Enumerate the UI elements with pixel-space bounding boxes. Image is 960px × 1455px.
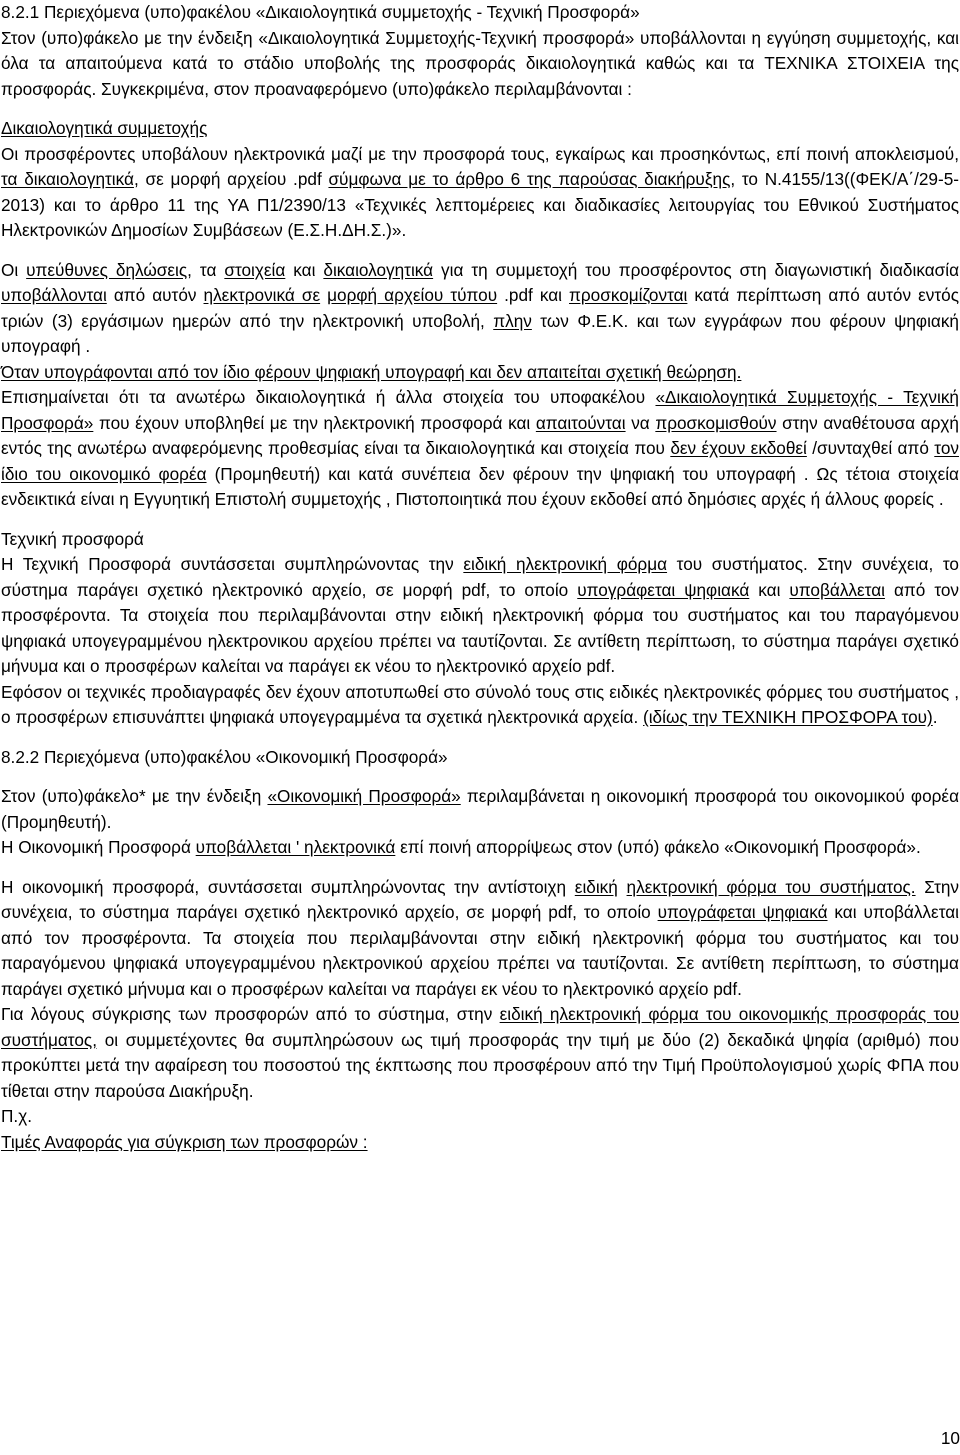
spacer — [1, 244, 959, 258]
financial-paragraph-1: Στον (υπο)φάκελο* με την ένδειξη «Οικονομική Προσφορά» περιλαμβάνεται η οικονομική προσφορά του οικονομικού φορέα (Προμηθευτή). — [1, 786, 960, 832]
financial-paragraph-4: Για λόγους σύγκρισης των προσφορών από το σύστημα, στην ειδική ηλεκτρονική φόρμα του οικονομικής προσφοράς του συστήματος, οι συμμετέχοντες θα συμπληρώσουν ως τιμή προσφοράς την τιμή με δύο (2) δεκαδικά ψηφία (αριθμό) που προκύπτει μετά την αφαίρεση του ποσοστού της έκπτωσης που προσφέρουν από την Τιμή Προϋπολογισμού χωρίς ΦΠΑ που τίθεται στην παρούσα Διακήρυξη. — [1, 1004, 959, 1101]
spacer — [1, 861, 959, 875]
spacer — [1, 770, 959, 784]
spacer — [1, 102, 959, 116]
financial-paragraph-2: Η Οικονομική Προσφορά υποβάλλεται ' ηλεκτρονικά επί ποινή απορρίψεως στον (υπό) φάκελο «Οικονομική Προσφορά». — [1, 837, 921, 857]
technical-paragraph-1: Η Τεχνική Προσφορά συντάσσεται συμπληρώνοντας την ειδική ηλεκτρονική φόρμα του συστήματος. Στην συνέχεια, το σύστημα παράγει σχετικό ηλεκτρονικό αρχείο, σε μορφή pdf, το οποίο υπογράφεται ψηφιακά και υποβάλλεται από τον προσφέροντα. Τα στοιχεία που περιλαμβάνονται στην ειδική ηλεκτρονική φόρμα του συστήματος και του παραγόμενου ψηφιακά υπογεγραμμένου ηλεκτρονικου αρχείου πρέπει να ταυτίζονται. Σε αντίθετη περίπτωση, το σύστημα παράγει σχετικό μήνυμα και ο προσφέρων καλείται να παράγει εκ νέου το ηλεκτρονικό αρχείο pdf. — [1, 554, 960, 676]
participation-paragraph-1: Οι προσφέροντες υποβάλουν ηλεκτρονικά μαζί με την προσφορά τους, εγκαίρως και προσηκόντως, επί ποινή αποκλεισμού, τα δικαιολογητικά, σε μορφή αρχείου .pdf σύμφωνα με το άρθρο 6 της παρούσας διακήρυξης, το Ν.4155/13((ΦΕΚ/Α΄/29-5- 2013) και το άρθρο 11 της ΥΑ Π1/2390/13 «Τεχνικές λεπτομέρειες και διαδικασίες λειτουργίας του Εθνικού Συστήματος Ηλεκτρονικών Δημοσίων Συμβάσεων (Ε.Σ.Η.ΔΗ.Σ.)». — [1, 143, 959, 240]
page-number: 10 — [940, 1427, 960, 1448]
section-heading-821: 8.2.1 Περιεχόμενα (υπο)φακέλου «Δικαιολογητικά συμμετοχής - Τεχνική Προσφορά» — [1, 2, 640, 22]
spacer — [1, 513, 959, 527]
section-821-intro: Στον (υπο)φάκελο με την ένδειξη «Δικαιολογητικά Συμμετοχής-Τεχνική προσφορά» υποβάλλονται η εγγύηση συμμετοχής, και όλα τα απαιτούμενα κατά το στάδιο υποβολής της προσφοράς δικαιολογητικά καθώς και τα ΤΕΧΝΙΚΑ ΣΤΟΙΧΕΙΑ της προσφοράς. Συγκεκριμένα, στον προαναφερόμενο (υπο)φάκελο περιλαμβάνονται : — [1, 27, 959, 99]
subsection-title-participation: Δικαιολογητικά συμμετοχής — [1, 118, 208, 138]
participation-paragraph-4: Επισημαίνεται ότι τα ανωτέρω δικαιολογητικά ή άλλα στοιχεία του υποφακέλου «Δικαιολογητικά Συμμετοχής - Τεχνική Προσφορά» που έχουν υποβληθεί με την ηλεκτρονική προσφορά και απαιτούνται να προσκομισθούν στην αναθέτουσα αρχή εντός της ανωτέρω αναφερόμενης προθεσμίας είναι τα δικαιολογητικά και στοιχεία που δεν έχουν εκδοθεί /συνταχθεί από τον ίδιο του οικονομικό φορέα (Προμηθευτή) και κατά συνέπεια δεν φέρουν την ψηφιακή του υπογραφή . Ως τέτοια στοιχεία ενδεικτικά είναι η Εγγυητική Επιστολή συμμετοχής , Πιστοποιητικά που έχουν εκδοθεί από δημόσιες αρχές ή άλλους φορείς . — [1, 387, 959, 509]
financial-paragraph-3: Η οικονομική προσφορά, συντάσσεται συμπληρώνοντας την αντίστοιχη ειδική ηλεκτρονική φόρμα του συστήματος. Στην συνέχεια, το σύστημα παράγει σχετικό ηλεκτρονικό αρχείο, σε μορφή pdf, το οποίο υπογράφεται ψηφιακά και υποβάλλεται από τον προσφέροντα. Τα στοιχεία που περιλαμβάνονται στην ειδική ηλεκτρονική φόρμα του συστήματος και του παραγόμενου ψηφιακά υπογεγραμμένου ηλεκτρονικού αρχείου πρέπει να ταυτίζονται. Σε αντίθετη περίπτωση, το σύστημα παράγει σχετικό μήνυμα και ο προσφέρων καλείται να παράγει εκ νέου το ηλεκτρονικό αρχείο pdf. — [1, 876, 960, 999]
example-label: Π.χ. — [1, 1106, 32, 1126]
spacer — [1, 731, 959, 745]
reference-prices-title: Τιμές Αναφοράς για σύγκριση των προσφορών : — [1, 1131, 368, 1152]
signature-note: Όταν υπογράφονται από τον ίδιο φέρουν ψηφιακή υπογραφή και δεν απαιτείται σχετική θεώρηση. — [1, 361, 742, 382]
participation-paragraph-2: Οι υπεύθυνες δηλώσεις, τα στοιχεία και δικαιολογητικά για τη συμμετοχή του προσφέροντος στη διαγωνιστική διαδικασία υποβάλλονται από αυτόν ηλεκτρονικά σε μορφή αρχείου τύπου .pdf και προσκομίζονται κατά περίπτωση από αυτόν εντός τριών (3) εργάσιμων ημερών από την ηλεκτρονική υποβολή, πλην των Φ.Ε.Κ. και των εγγράφων που φέρουν ψηφιακή υπογραφή . — [1, 259, 960, 356]
subsection-title-technical: Τεχνική προσφορά — [1, 528, 144, 549]
technical-paragraph-2: Εφόσον οι τεχνικές προδιαγραφές δεν έχουν αποτυπωθεί στο σύνολό τους στις ειδικές ηλεκτρονικές φόρμες του συστήματος , ο προσφέρων επισυνάπτει ψηφιακά υπογεγραμμένα τα σχετικά ηλεκτρονικά αρχεία. (ιδίως την ΤΕΧΝΙΚΗ ΠΡΟΣΦΟΡΑ του). — [1, 681, 959, 727]
section-heading-822: 8.2.2 Περιεχόμενα (υπο)φακέλου «Οικονομική Προσφορά» — [1, 746, 448, 767]
